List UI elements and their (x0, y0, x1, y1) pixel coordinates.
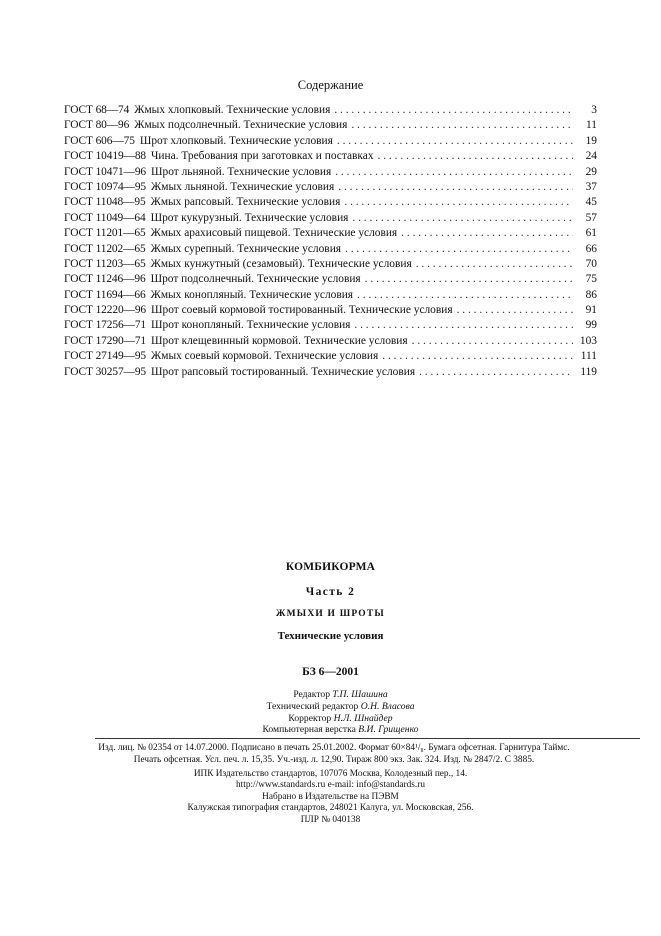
toc-entry-page: 111 (580, 350, 597, 363)
toc-entry-page: 11 (586, 119, 597, 132)
toc-leader-dots (354, 318, 573, 333)
toc-entry-title: Жмых льняной. Технические условия (151, 180, 335, 193)
toc-heading: Содержание (297, 78, 364, 92)
publisher-info (0, 769, 661, 826)
book-spec: Технические условия (277, 630, 384, 642)
toc-entry-code: ГОСТ 30257—95 (64, 365, 147, 378)
toc-entry-page: 86 (585, 288, 597, 301)
toc-entry (64, 195, 597, 210)
toc-entry-page: 29 (585, 165, 597, 178)
toc-leader-dots (345, 242, 573, 257)
toc-entry-code: ГОСТ 80—96 (64, 119, 130, 132)
toc-entry (64, 257, 597, 272)
publisher-line: Калужская типография стандартов, 248021 Калуга, ул. Московская, 256. (187, 803, 474, 814)
toc-entry-code: ГОСТ 11694—66 (64, 288, 146, 301)
toc-entry (64, 272, 597, 287)
toc-entry-title: Жмых кунжутный (сезамовый). Технические условия (150, 257, 412, 270)
staff-role: Корректор (288, 712, 332, 724)
toc-leader-dots (344, 195, 573, 210)
toc-entry-title: Жмых соевый кормовой. Технические условия (151, 350, 379, 363)
toc-entry (64, 226, 597, 241)
toc-entry-code: ГОСТ 11049—64 (64, 211, 146, 224)
toc-leader-dots (419, 365, 573, 380)
toc-leader-dots (365, 272, 573, 287)
toc-entry-code: ГОСТ 11202—65 (64, 242, 146, 255)
toc-entry (64, 149, 597, 164)
toc-entry-code: ГОСТ 10419—88 (64, 150, 147, 163)
toc-entry-page: 99 (585, 319, 597, 332)
toc-entry-title: Жмых арахисовый пищевой. Технические условия (150, 227, 398, 240)
toc-leader-dots (351, 118, 573, 133)
toc-entry-page: 61 (585, 227, 597, 240)
publication-info-line: Изд. лиц. № 02354 от 14.07.2000. Подписано в печать 25.01.2002. Формат 60×84¹/₈. Бумага офсетная. Гарнитура Таймс. (98, 743, 570, 753)
toc-entry (64, 303, 597, 318)
toc-entry (64, 134, 597, 149)
staff-credit (0, 724, 661, 736)
toc-entry-title: Шрот хлопковый. Технические условия (139, 134, 333, 147)
staff-name: О.Н. Власова (360, 700, 415, 712)
toc-entry-title: Жмых сурепный. Технические условия (150, 242, 342, 255)
toc-entry-page: 57 (585, 211, 597, 224)
toc-entry-page: 66 (585, 242, 597, 255)
toc-entry-title: Шрот клещевинный кормовой. Технические условия (151, 334, 408, 347)
staff-credit (0, 689, 661, 701)
toc-entry (64, 103, 597, 118)
toc-leader-dots (337, 134, 573, 149)
toc-leader-dots (378, 149, 573, 164)
divider (95, 738, 640, 739)
toc-entry-page: 45 (585, 196, 597, 209)
toc-entry-code: ГОСТ 606—75 (64, 134, 135, 147)
toc-entry-page: 24 (585, 150, 597, 163)
toc-entry-page: 19 (585, 134, 597, 147)
toc-entry-page: 3 (591, 104, 597, 116)
toc-entry (64, 334, 597, 349)
toc-entry-title: Шрот кукурузный. Технические условия (150, 211, 349, 224)
toc-entry-page: 91 (585, 304, 597, 317)
book-title: КОМБИКОРМА (285, 561, 376, 573)
toc-leader-dots (401, 226, 573, 241)
staff-name: Т.П. Шашина (332, 689, 388, 700)
toc-entry-page: 103 (579, 334, 597, 347)
toc-leader-dots (382, 349, 573, 364)
toc-entry-page: 70 (585, 257, 597, 270)
staff-role: Редактор (293, 689, 330, 700)
toc-leader-dots (352, 211, 573, 226)
toc-leader-dots (335, 165, 573, 180)
toc-entry-title: Шрот рапсовый тостированный. Технические условия (151, 365, 416, 378)
toc-entry-page: 119 (580, 365, 597, 378)
toc-entry (64, 318, 597, 333)
toc-entry-code: ГОСТ 11048—95 (64, 196, 146, 209)
toc-entry-code: ГОСТ 10471—96 (64, 165, 147, 178)
staff-role: Технический редактор (266, 700, 359, 712)
editorial-staff (0, 689, 661, 736)
toc-entry-title: Шрот конопляный. Технические условия (151, 319, 351, 332)
publisher-line: Набрано в Издательстве на ПЭВМ (262, 791, 399, 802)
toc-entry-code: ГОСТ 11201—65 (64, 227, 146, 240)
toc-entry-code: ГОСТ 17256—71 (64, 319, 147, 332)
toc-entry (64, 288, 597, 303)
toc-entry-page: 37 (585, 180, 597, 193)
publisher-line: ПЛР № 040138 (300, 814, 361, 825)
toc-leader-dots (457, 303, 573, 318)
toc-entry-page: 75 (585, 273, 597, 286)
toc-entry-code: ГОСТ 11203—65 (64, 257, 146, 270)
toc-entry-title: Жмых хлопковый. Технические условия (134, 104, 331, 116)
toc-leader-dots (334, 103, 573, 118)
toc-entry-title: Жмых подсолнечный. Технические условия (134, 119, 348, 132)
staff-name: Н.Л. Шнайдер (333, 712, 393, 724)
book-part: Часть 2 (305, 586, 356, 598)
toc-entry (64, 118, 597, 133)
toc-leader-dots (416, 257, 573, 272)
toc-entry (64, 349, 597, 364)
book-subtitle: ЖМЫХИ И ШРОТЫ (276, 609, 385, 619)
toc-leader-dots (338, 180, 573, 195)
toc-entry-title: Шрот льняной. Технические условия (151, 165, 332, 178)
toc-entry-title: Чина. Требования при заготовках и поставках (151, 150, 374, 163)
staff-credit (0, 713, 661, 725)
staff-credit (0, 701, 661, 713)
publisher-line: ИПК Издательство стандартов, 107076 Москва, Колодезный пер., 14. (193, 769, 468, 779)
toc-entry (64, 180, 597, 195)
toc-entry-code: ГОСТ 11246—96 (64, 273, 146, 286)
bz-number: БЗ 6—2001 (302, 666, 359, 678)
table-of-contents (64, 103, 597, 380)
toc-leader-dots (357, 288, 573, 303)
toc-entry-title: Шрот соевый кормовой тостированный. Технические условия (151, 304, 453, 317)
toc-leader-dots (412, 334, 573, 349)
publication-info-line: Печать офсетная. Усл. печ. л. 15,35. Уч.-изд. л. 12,90. Тираж 800 экз. Зак. 324. Изд. № 2847/2. С 3885. (133, 755, 535, 765)
toc-entry (64, 365, 597, 380)
toc-entry-code: ГОСТ 12220—96 (64, 304, 147, 317)
publisher-line: http://www.standards.ru e-mail: info@standards.ru (236, 780, 425, 791)
toc-entry-title: Жмых рапсовый. Технические условия (150, 196, 341, 209)
toc-entry (64, 165, 597, 180)
staff-role: Компьютерная верстка (262, 724, 356, 736)
publication-info (64, 742, 604, 766)
toc-entry-code: ГОСТ 10974—95 (64, 180, 147, 193)
toc-entry-code: ГОСТ 27149—95 (64, 350, 147, 363)
toc-entry-code: ГОСТ 17290—71 (64, 334, 147, 347)
toc-entry (64, 242, 597, 257)
toc-entry-title: Жмых конопляный. Технические условия (150, 288, 354, 301)
toc-entry-code: ГОСТ 68—74 (64, 104, 130, 116)
staff-name: В.И. Грищенко (358, 724, 419, 736)
toc-entry (64, 211, 597, 226)
toc-entry-title: Шрот подсолнечный. Технические условия (150, 273, 361, 286)
